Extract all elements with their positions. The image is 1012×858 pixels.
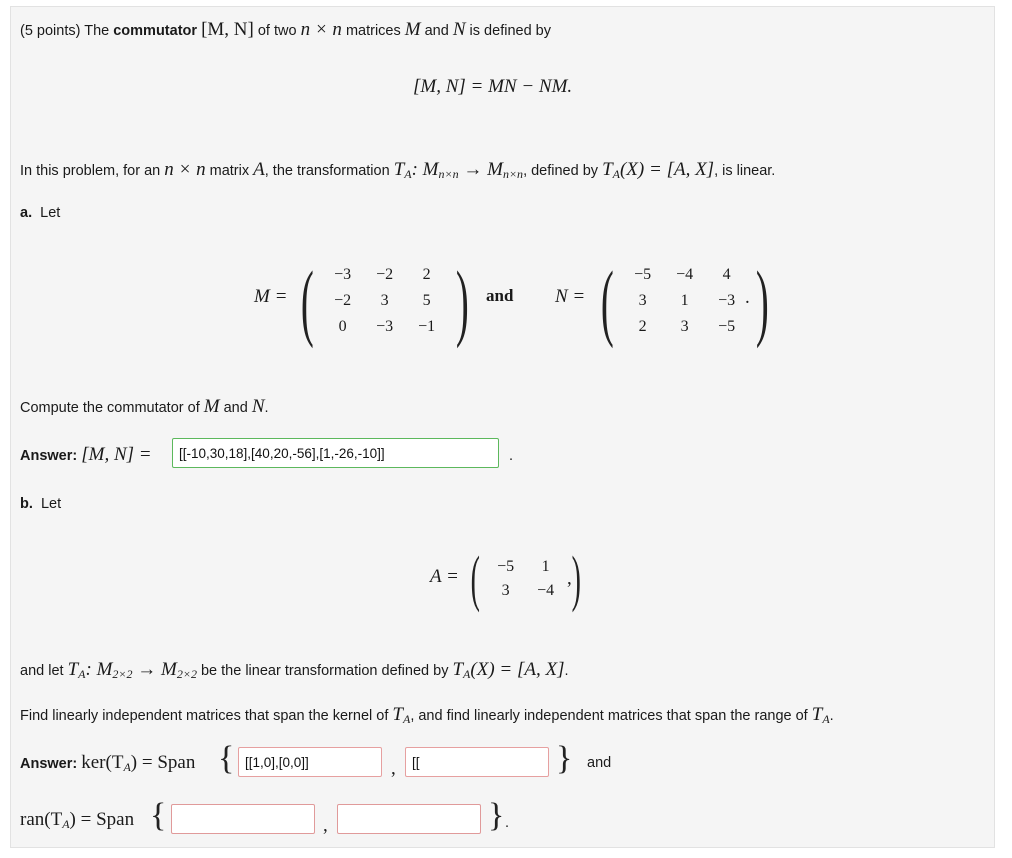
range-open-brace: { bbox=[150, 797, 167, 834]
right-paren: ) bbox=[755, 253, 769, 349]
kernel-open-brace: { bbox=[218, 740, 235, 777]
andlet-arrow: → M bbox=[132, 659, 177, 680]
problem-colon: : M bbox=[411, 159, 439, 180]
problem-arrow: → M bbox=[458, 159, 503, 180]
andlet-sub1: 2×2 bbox=[112, 667, 133, 681]
range-end-dot: . bbox=[505, 815, 510, 831]
ker-sub: A bbox=[123, 760, 131, 774]
range-close-brace: } bbox=[488, 797, 505, 834]
andlet-pre: and let bbox=[20, 663, 68, 679]
matrix-entry: 3 bbox=[638, 292, 647, 309]
matrix-entry: 0 bbox=[338, 318, 347, 335]
matrix-entry: −5 bbox=[634, 266, 652, 283]
commutator-definition: [M, N] = MN − NM. bbox=[413, 76, 573, 97]
matrix-entry: −5 bbox=[497, 558, 515, 575]
find-T2: T bbox=[811, 704, 823, 725]
problem-A: A bbox=[253, 159, 265, 180]
matrix-entry: −2 bbox=[376, 266, 394, 283]
n-times-n: n × n bbox=[300, 19, 342, 40]
intro-text4: is defined by bbox=[465, 23, 551, 39]
andlet-def: T bbox=[452, 659, 464, 680]
intro-text3: matrices bbox=[341, 23, 405, 39]
and-word: and bbox=[486, 286, 514, 305]
intro-M: M bbox=[404, 19, 421, 40]
answer-commutator-symbol: [M, N] = bbox=[81, 444, 152, 465]
part-b-label bbox=[20, 496, 61, 512]
andlet-defrest: (X) = [A, X] bbox=[470, 659, 565, 680]
problem-T: T bbox=[393, 159, 405, 180]
kernel-close-brace: } bbox=[556, 740, 573, 777]
matrix-N-grid bbox=[622, 266, 748, 336]
matrix-entry: 3 bbox=[680, 318, 689, 335]
matrix-entry: −4 bbox=[537, 582, 555, 599]
matrix-entry: 1 bbox=[541, 558, 550, 575]
matrix-entry: 3 bbox=[501, 582, 510, 599]
problem-pre: In this problem, for an bbox=[20, 163, 165, 179]
part-a-label bbox=[20, 205, 60, 221]
and-text: and bbox=[587, 755, 612, 771]
compute-post: . bbox=[264, 400, 269, 416]
part-b-letter: b. bbox=[20, 496, 33, 512]
find-pre: Find linearly independent matrices that span the kernel of bbox=[20, 708, 393, 724]
matrix-M-grid bbox=[322, 266, 448, 336]
andlet-colon: : M bbox=[85, 659, 113, 680]
intro-line bbox=[20, 19, 551, 41]
problem-nxn: n × n bbox=[164, 159, 206, 180]
compute-M: M bbox=[203, 396, 220, 417]
range-basis-input-1[interactable] bbox=[171, 804, 315, 834]
find-T1: T bbox=[392, 704, 403, 725]
problem-mid: matrix bbox=[205, 163, 254, 179]
left-paren: ( bbox=[470, 545, 480, 613]
compute-N: N bbox=[251, 396, 265, 417]
kernel-basis-input-1[interactable] bbox=[238, 747, 382, 777]
ran-rest: ) = Span bbox=[69, 809, 135, 830]
matrix-entry: −3 bbox=[334, 266, 352, 283]
commutator-answer-input[interactable] bbox=[172, 438, 499, 468]
matrix-entry: 1 bbox=[680, 292, 689, 309]
find-post: . bbox=[829, 708, 834, 724]
ran-sub: A bbox=[62, 817, 70, 831]
problem-statement bbox=[20, 159, 775, 182]
matrix-entry: −1 bbox=[418, 318, 436, 335]
find-T2sub: A bbox=[822, 712, 830, 726]
transformation-statement bbox=[20, 659, 569, 682]
problem-defrest: (X) = [A, X] bbox=[619, 159, 715, 180]
matrix-M bbox=[293, 253, 476, 349]
problem-def: T bbox=[602, 159, 613, 180]
part-a-let: Let bbox=[40, 205, 61, 221]
kernel-comma: , bbox=[391, 758, 396, 779]
intro-and: and bbox=[420, 23, 453, 39]
problem-Msub2: n×n bbox=[502, 167, 524, 181]
answer-b-label: Answer: bbox=[20, 756, 78, 772]
compute-instruction bbox=[20, 396, 269, 418]
andlet-post: . bbox=[564, 663, 569, 679]
matrix-entry: 5 bbox=[422, 292, 431, 309]
range-basis-input-2[interactable] bbox=[337, 804, 481, 834]
ker-rest: ) = Span bbox=[130, 752, 196, 773]
left-paren: ( bbox=[600, 253, 614, 349]
andlet-defsub: A bbox=[463, 667, 471, 681]
find-T1sub: A bbox=[402, 712, 411, 726]
andlet-mid: be the linear transformation defined by bbox=[196, 663, 453, 679]
commutator-symbol: [M, N] bbox=[201, 19, 254, 40]
range-comma: , bbox=[323, 815, 328, 836]
A-equals: A = bbox=[430, 566, 459, 587]
intro-text2: of two bbox=[253, 23, 301, 39]
problem-Tsub: A bbox=[404, 167, 412, 181]
ran-sym: ran(T bbox=[20, 809, 63, 830]
right-paren: ) bbox=[571, 545, 581, 613]
problem-post: , is linear. bbox=[714, 163, 776, 179]
find-mid: , and find linearly independent matrices that span the range of bbox=[410, 708, 812, 724]
matrix-A-comma: , bbox=[567, 568, 572, 589]
matrix-A-grid bbox=[486, 558, 566, 600]
matrix-entry: 3 bbox=[380, 292, 389, 309]
matrix-entry: −5 bbox=[718, 318, 736, 335]
find-instruction bbox=[20, 704, 834, 727]
N-equals: N = bbox=[555, 286, 586, 307]
problem-mid3: , defined by bbox=[523, 163, 603, 179]
problem-Msub: n×n bbox=[438, 167, 459, 181]
problem-defsub: A bbox=[612, 167, 620, 181]
answer-a-dot: . bbox=[509, 448, 514, 464]
intro-N: N bbox=[452, 19, 466, 40]
range-answer-label bbox=[20, 809, 134, 832]
matrix-entry: −3 bbox=[376, 318, 394, 335]
matrix-entry: −2 bbox=[334, 292, 352, 309]
compute-and: and bbox=[219, 400, 252, 416]
M-equals: M = bbox=[254, 286, 288, 307]
ker-sym: ker(T bbox=[81, 752, 124, 773]
right-paren: ) bbox=[455, 253, 469, 349]
compute-pre: Compute the commutator of bbox=[20, 400, 204, 416]
matrix-entry: −3 bbox=[718, 292, 736, 309]
commutator-term: commutator bbox=[113, 23, 198, 39]
part-a-letter: a. bbox=[20, 205, 33, 221]
answer-label: Answer: bbox=[20, 448, 78, 464]
matrix-entry: 2 bbox=[638, 318, 647, 335]
andlet-Tsub: A bbox=[78, 667, 86, 681]
matrix-entry: −4 bbox=[676, 266, 694, 283]
problem-mid2: , the transformation bbox=[264, 163, 394, 179]
matrix-entry: 4 bbox=[722, 266, 731, 283]
andlet-T: T bbox=[67, 659, 79, 680]
andlet-sub2: 2×2 bbox=[176, 667, 197, 681]
matrix-entry: 2 bbox=[422, 266, 431, 283]
matrix-period: . bbox=[745, 287, 750, 308]
answer-a-label bbox=[20, 444, 152, 466]
points-text: (5 points) The bbox=[20, 23, 114, 39]
part-b-let: Let bbox=[40, 496, 62, 512]
kernel-answer-label bbox=[20, 752, 195, 775]
kernel-basis-input-2[interactable] bbox=[405, 747, 549, 777]
left-paren: ( bbox=[300, 253, 314, 349]
